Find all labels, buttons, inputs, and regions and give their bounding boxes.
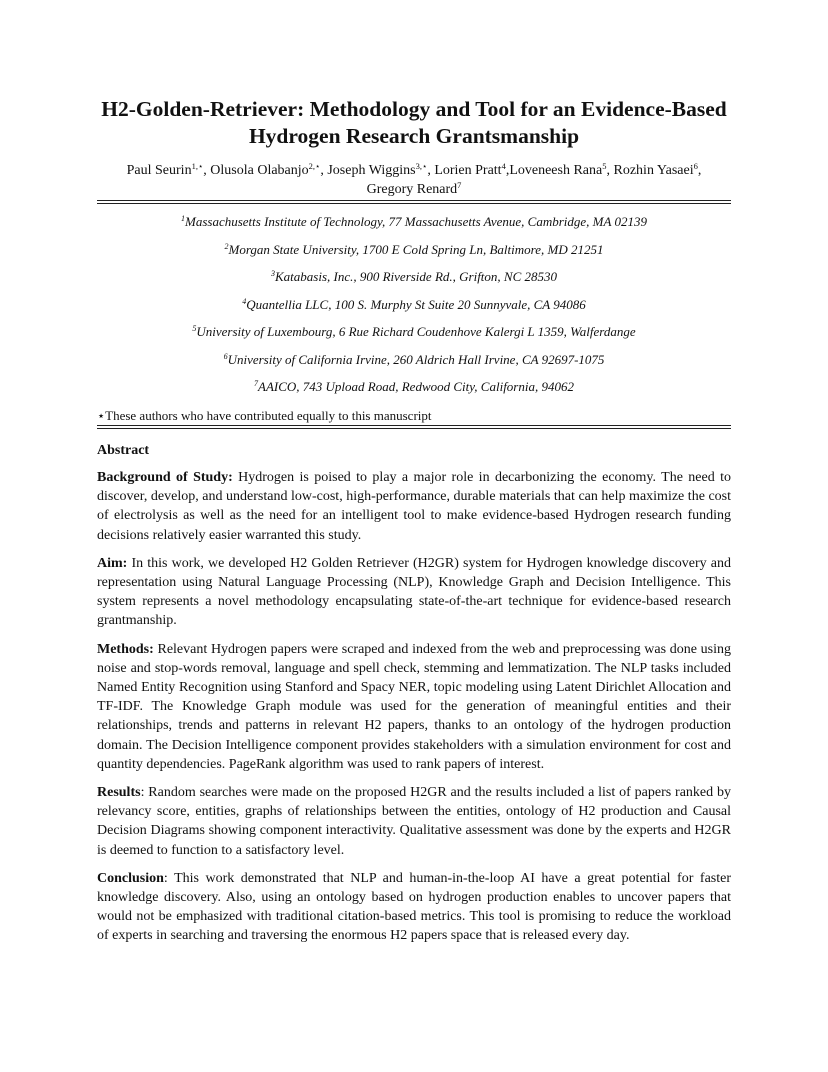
affiliation-text: University of California Irvine, 260 Aldrich Hall Irvine, CA 92697-1075 — [227, 351, 605, 367]
author — [434, 163, 509, 178]
affiliation-number: 1 — [181, 214, 186, 223]
equal-contribution-note: ⋆These authors who have contributed equally to this manuscript — [97, 408, 432, 423]
affiliation-text: University of Luxembourg, 6 Rue Richard Coudenhove Kalergi L 1359, Walferdange — [196, 324, 636, 339]
paragraph-text: Relevant Hydrogen papers were scraped and indexed from the web and preprocessing was done using noise and stop-words removal, language and spell check, stemming and lemmatization. The NLP tasks included Named Entity Recognition using Stanford and Spacy NER, topic modeling using Latent Dirichlet Allocation and TF-IDF. The Knowledge Graph module was used for the generation of meaningful entities and their relationships, trends and patterns in relevant H2 papers, thanks to an ontology of the hydrogen production domain. The Decision Intelligence component provides stakeholders with a simulation environment for cost and quantity dependencies. PageRank algorithm was used to rank papers of interest. — [97, 641, 731, 772]
author-affiliation-mark: 4 — [501, 161, 506, 171]
paragraph-label: Results — [97, 785, 141, 801]
paragraph-text: In this work, we developed H2 Golden Retriever (H2GR) system for Hydrogen knowledge discovery and representation using Natural Language Processing (NLP), Knowledge Graph and Decision Intelligence. This system represents a novel methodology encapsulating state-of-the-art technique for evidence-based research grantmanship. — [97, 555, 731, 629]
paragraph-text: Hydrogen is poised to play a major role in decarbonizing the economy. The need to discover, develop, and understand low-cost, high-performance, durable materials that can help maximize the cost of electrolysis as well as the need for an intelligent tool to make evidence-based Hydrogen research funding decisions relatively easier warranted this study. — [97, 470, 731, 543]
affiliation-list — [97, 213, 731, 406]
author — [327, 163, 434, 178]
author — [127, 163, 211, 178]
author-affiliation-mark: 6 — [693, 161, 698, 171]
author-list — [97, 161, 731, 199]
abstract-heading: Abstract — [97, 443, 150, 458]
affiliation-number: 5 — [192, 324, 197, 333]
affiliation-number: 2 — [224, 241, 229, 251]
affiliation — [97, 268, 731, 296]
affiliation — [97, 323, 731, 351]
paragraph-label: Methods: — [97, 641, 154, 657]
author — [509, 163, 613, 178]
affiliation — [97, 351, 731, 379]
author-separator: , — [505, 163, 510, 178]
paper-title: H2-Golden-Retriever: Methodology and Tool for an Evidence-Based Hydrogen Research Grantsmanship — [101, 97, 727, 148]
author-name: Paul Seurin — [126, 163, 192, 178]
author-name: Rozhin Yasaei — [613, 163, 694, 178]
abstract-paragraph-background — [97, 468, 731, 545]
affiliation-text: AAICO, 743 Upload Road, Redwood City, California, 94062 — [258, 379, 574, 394]
abstract-paragraph-results — [97, 783, 731, 860]
author — [210, 163, 327, 178]
author — [367, 182, 462, 197]
abstract-body — [97, 468, 731, 955]
affiliation — [97, 296, 731, 324]
author-name: Lorien Pratt — [434, 163, 502, 178]
abstract-paragraph-aim — [97, 554, 731, 631]
paragraph-label: Aim: — [97, 555, 128, 571]
affiliation-number: 7 — [254, 379, 259, 388]
author-name: Olusola Olabanjo — [210, 163, 309, 178]
paragraph-label: Conclusion — [97, 870, 164, 886]
affiliation-text: Massachusetts Institute of Technology, 77 Massachusetts Avenue, Cambridge, MA 02139 — [185, 214, 647, 229]
abstract-paragraph-methods — [97, 640, 731, 774]
author-separator: , — [320, 163, 328, 178]
author-separator: , — [606, 163, 614, 178]
affiliation-number: 3 — [270, 269, 275, 278]
author-separator: , — [427, 163, 435, 178]
author-affiliation-mark: 2,⋆ — [308, 161, 321, 171]
paragraph-text: : Random searches were made on the proposed H2GR and the results included a list of papers ranked by relevancy score, entities, graphs of relationships between the entities, ontology of H2 production and Causal Decision Diagrams showing component interactivity. Qualitative assessment was done by the experts and H2GR is deemed to function to a satisfactory level. — [97, 785, 731, 858]
paragraph-label: Background of Study: — [97, 470, 233, 485]
paragraph-text: : This work demonstrated that NLP and human-in-the-loop AI have a great potential for faster knowledge discovery. Also, using an ontology based on hydrogen production enables to uncover papers that would not be emphasized with traditional citation-based metrics. This tool is promising to reduce the workload of experts in searching and traversing the enormous H2 papers space that is released every day. — [97, 870, 731, 944]
affiliation — [97, 241, 731, 269]
abstract-paragraph-conclusion — [97, 869, 731, 946]
author-affiliation-mark: 3,⋆ — [415, 161, 428, 171]
author-name: Joseph Wiggins — [327, 163, 416, 178]
author-separator: , — [203, 163, 211, 178]
affiliation-divider — [97, 425, 731, 429]
affiliation-text: Quantellia LLC, 100 S. Murphy St Suite 20 Sunnyvale, CA 94086 — [246, 296, 586, 312]
affiliation-text: Morgan State University, 1700 E Cold Spring Ln, Baltimore, MD 21251 — [228, 241, 604, 257]
author — [614, 163, 702, 178]
affiliation — [97, 378, 731, 406]
affiliation-number: 4 — [242, 296, 247, 306]
author-affiliation-mark: 7 — [457, 180, 462, 190]
affiliation-number: 6 — [223, 351, 228, 361]
author-affiliation-mark: 1,⋆ — [191, 161, 204, 171]
author-name: Loveneesh Rana — [509, 163, 603, 178]
affiliation — [97, 213, 731, 241]
header-divider — [97, 200, 731, 204]
affiliation-text: Katabasis, Inc., 900 Riverside Rd., Grifton, NC 28530 — [274, 269, 558, 284]
author-affiliation-mark: 5 — [602, 161, 607, 171]
author-separator: , — [697, 163, 702, 178]
author-name: Gregory Renard — [366, 182, 458, 197]
